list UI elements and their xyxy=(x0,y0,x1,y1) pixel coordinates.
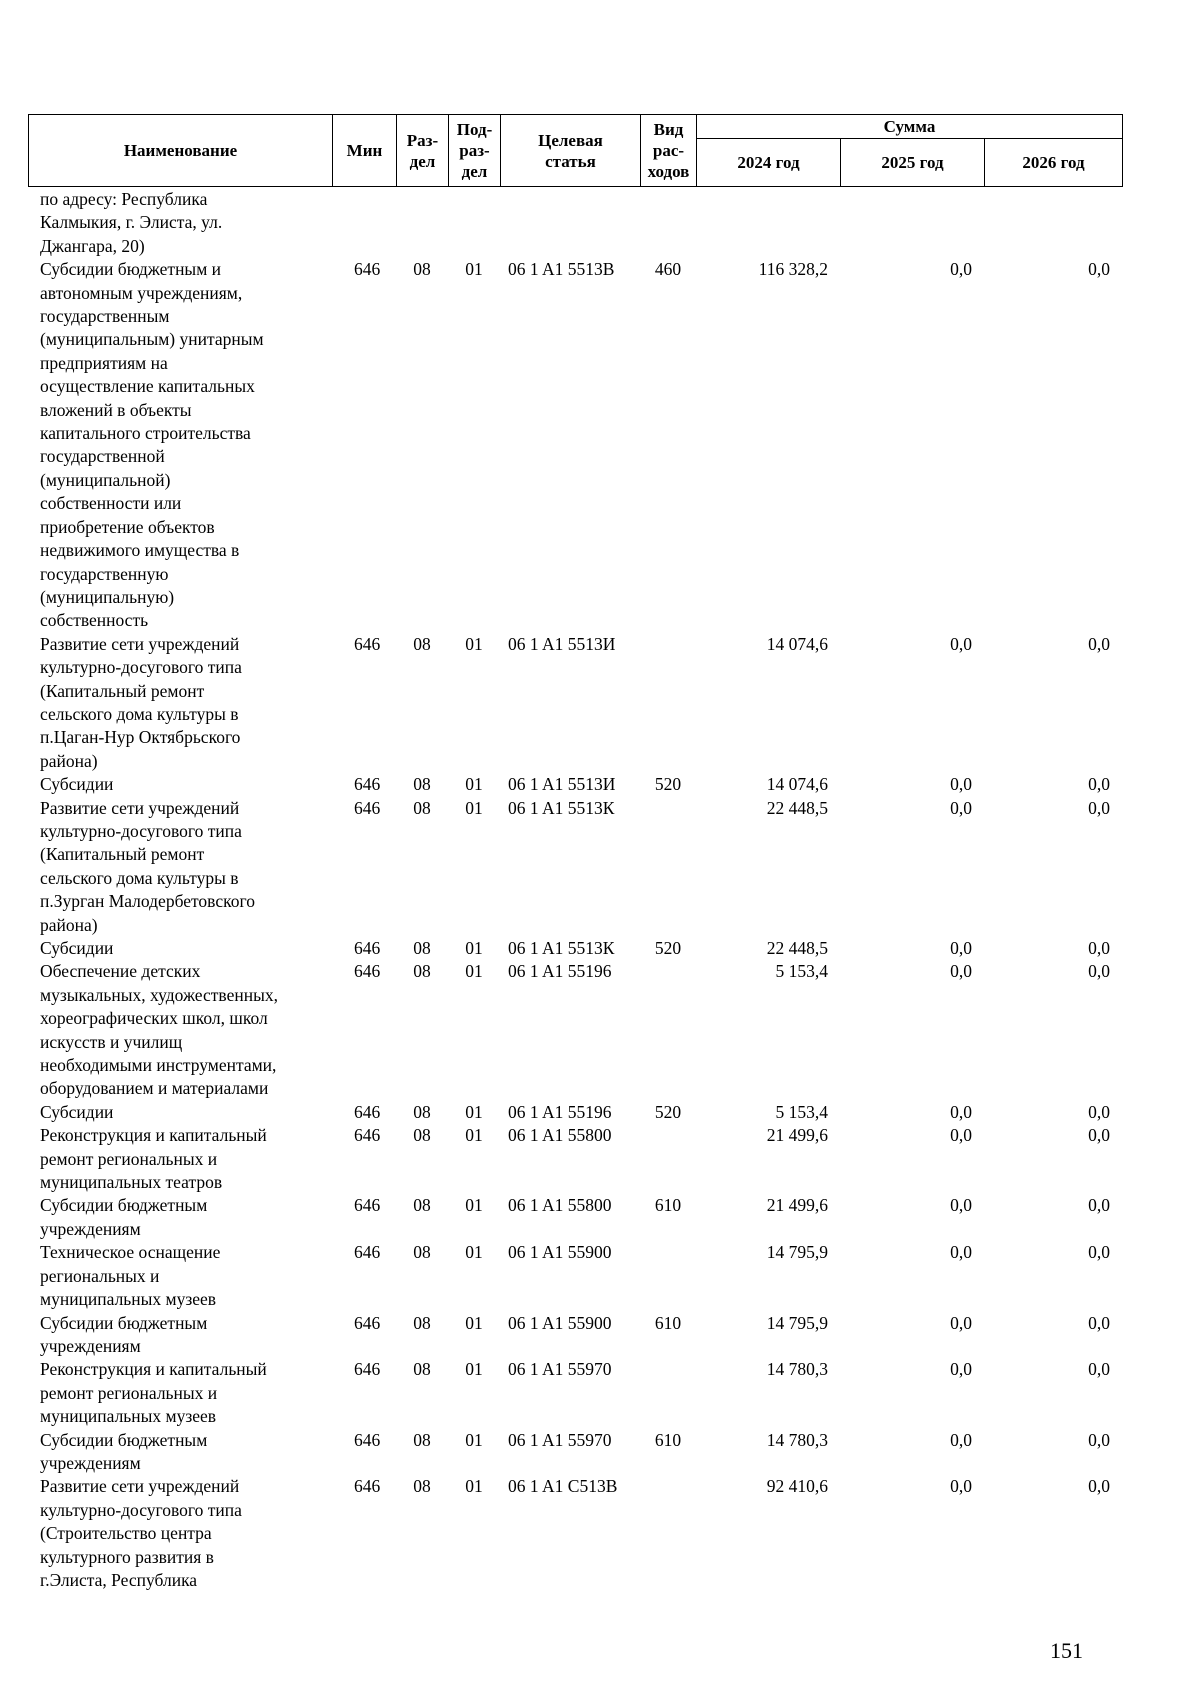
row-razdel xyxy=(396,188,448,258)
table-row xyxy=(28,773,1122,796)
row-name: по адресу: Республика Калмыкия, г. Элиста, ул. Джангара, 20) xyxy=(40,189,223,256)
row-sum-2025: 0,0 xyxy=(950,1125,972,1146)
row-podrazdel: 01 xyxy=(465,1359,483,1380)
row-min: 646 xyxy=(354,633,381,654)
row-celevaya: 06 1 A1 5513B xyxy=(508,259,615,280)
row-sum-2025: 0,0 xyxy=(950,1195,972,1216)
row-min: 646 xyxy=(354,1359,381,1380)
row-celevaya: 06 1 A1 55196 xyxy=(508,961,612,982)
row-sum-2026 xyxy=(984,188,1122,258)
row-vid: 520 xyxy=(654,938,682,958)
row-sum-2024: 14 074,6 xyxy=(766,633,828,654)
table-row xyxy=(28,1101,1122,1124)
row-celevaya: 06 1 A1 5513И xyxy=(508,774,616,795)
row-sum-2024: 21 499,6 xyxy=(766,1195,828,1216)
row-sum-2025: 0,0 xyxy=(950,633,972,654)
header-2025: 2025 год xyxy=(841,139,985,187)
row-sum-2026: 0,0 xyxy=(1088,1195,1110,1216)
row-sum-2024: 14 795,9 xyxy=(766,1312,828,1333)
header-2026: 2026 год xyxy=(985,139,1123,187)
row-celevaya: 06 1 A1 55900 xyxy=(508,1312,612,1333)
row-name: Субсидии бюджетным учреждениям xyxy=(40,1312,208,1356)
row-razdel: 08 xyxy=(413,1359,431,1380)
table-row xyxy=(28,960,1122,1100)
row-celevaya: 06 1 A1 5513И xyxy=(508,633,616,654)
table-row xyxy=(28,1312,1122,1359)
row-razdel: 08 xyxy=(413,938,431,958)
row-vid: 460 xyxy=(654,259,682,280)
row-min: 646 xyxy=(354,774,381,795)
row-sum-2024: 14 795,9 xyxy=(766,1242,828,1263)
row-min: 646 xyxy=(354,938,381,958)
row-vid: 610 xyxy=(654,1312,682,1333)
row-vid xyxy=(640,1475,696,1592)
row-podrazdel: 01 xyxy=(465,1101,483,1122)
row-name: Развитие сети учреждений культурно-досугового типа (Капитальный ремонт сельского дома культуры в п.Зурган Малодербетовского района) xyxy=(40,797,255,935)
row-razdel: 08 xyxy=(413,1195,431,1216)
row-sum-2026: 0,0 xyxy=(1088,1476,1110,1497)
row-min: 646 xyxy=(354,797,381,818)
row-razdel: 08 xyxy=(413,774,431,795)
row-sum-2025: 0,0 xyxy=(950,1359,972,1380)
row-name: Субсидии xyxy=(40,1101,114,1122)
row-sum-2024 xyxy=(696,188,840,258)
row-min: 646 xyxy=(354,1101,381,1122)
table-row xyxy=(28,188,1122,258)
table-row xyxy=(28,633,1122,773)
row-podrazdel xyxy=(448,188,500,258)
table-row xyxy=(28,1358,1122,1428)
row-celevaya xyxy=(500,188,640,258)
header-summa: Сумма xyxy=(697,115,1123,139)
row-sum-2024: 22 448,5 xyxy=(766,938,828,958)
row-name: Субсидии xyxy=(40,938,114,958)
row-celevaya: 06 1 A1 55900 xyxy=(508,1242,612,1263)
row-celevaya: 06 1 A1 5513К xyxy=(508,797,615,818)
row-razdel: 08 xyxy=(413,961,431,982)
row-celevaya: 06 1 A1 55800 xyxy=(508,1125,612,1146)
row-sum-2025: 0,0 xyxy=(950,1242,972,1263)
row-podrazdel: 01 xyxy=(465,1125,483,1146)
row-name: Реконструкция и капитальный ремонт региональных и муниципальных музеев xyxy=(40,1359,267,1427)
row-podrazdel: 01 xyxy=(465,1242,483,1263)
row-celevaya: 06 1 A1 55970 xyxy=(508,1359,612,1380)
row-vid xyxy=(640,797,696,937)
row-vid: 610 xyxy=(654,1429,682,1450)
row-name: Развитие сети учреждений культурно-досугового типа (Строительство центра культурного развития в г.Элиста, Республика xyxy=(40,1476,242,1590)
row-celevaya: 06 1 A1 5513К xyxy=(508,938,615,958)
row-min: 646 xyxy=(354,1429,381,1450)
row-min: 646 xyxy=(354,961,381,982)
table-header xyxy=(28,114,1123,187)
header-podrazdel: Под- раз- дел xyxy=(449,115,501,187)
table-row xyxy=(28,258,1122,633)
row-name: Субсидии бюджетным и автономным учреждениям, государственным (муниципальным) унитарным предприятиям на осуществление капитальных вложений в объекты капитального строительства государственной (муниципальной) собственности или приобретение объектов недвижимого имущества в государственную (муниципальную) собственность xyxy=(40,259,264,631)
row-sum-2025: 0,0 xyxy=(950,1101,972,1122)
row-vid xyxy=(640,1358,696,1428)
row-sum-2026: 0,0 xyxy=(1088,797,1110,818)
row-razdel: 08 xyxy=(413,633,431,654)
row-name: Развитие сети учреждений культурно-досугового типа (Капитальный ремонт сельского дома культуры в п.Цаган-Нур Октябрьского района) xyxy=(40,633,242,771)
row-podrazdel: 01 xyxy=(465,1429,483,1450)
row-razdel: 08 xyxy=(413,1429,431,1450)
table-row xyxy=(28,797,1122,937)
row-podrazdel: 01 xyxy=(465,797,483,818)
row-vid: 520 xyxy=(654,774,682,795)
row-razdel: 08 xyxy=(413,1476,431,1497)
table-row xyxy=(28,1241,1122,1311)
row-vid: 610 xyxy=(654,1195,682,1216)
row-sum-2025: 0,0 xyxy=(950,1312,972,1333)
row-sum-2025: 0,0 xyxy=(950,259,972,280)
row-sum-2026: 0,0 xyxy=(1088,1359,1110,1380)
table-row xyxy=(28,1429,1122,1476)
row-podrazdel: 01 xyxy=(465,259,483,280)
row-min: 646 xyxy=(354,1312,381,1333)
row-min: 646 xyxy=(354,1476,381,1497)
row-min: 646 xyxy=(354,1195,381,1216)
row-sum-2024: 92 410,6 xyxy=(766,1476,828,1497)
row-sum-2026: 0,0 xyxy=(1088,774,1110,795)
row-razdel: 08 xyxy=(413,259,431,280)
row-vid xyxy=(640,188,696,258)
row-sum-2024: 116 328,2 xyxy=(758,259,828,280)
row-vid xyxy=(640,1124,696,1194)
row-sum-2024: 14 780,3 xyxy=(766,1359,828,1380)
row-sum-2025: 0,0 xyxy=(950,1476,972,1497)
page-number: 151 xyxy=(1050,1638,1083,1663)
table-row xyxy=(28,1475,1122,1592)
row-sum-2026: 0,0 xyxy=(1088,961,1110,982)
row-sum-2026: 0,0 xyxy=(1088,1125,1110,1146)
row-celevaya: 06 1 A1 C513B xyxy=(508,1476,618,1497)
row-sum-2024: 21 499,6 xyxy=(766,1125,828,1146)
row-celevaya: 06 1 A1 55970 xyxy=(508,1429,612,1450)
row-min: 646 xyxy=(354,1242,381,1263)
row-razdel: 08 xyxy=(413,1242,431,1263)
table-row xyxy=(28,1194,1122,1241)
header-2024: 2024 год xyxy=(697,139,841,187)
row-vid: 520 xyxy=(654,1101,682,1122)
row-celevaya: 06 1 A1 55800 xyxy=(508,1195,612,1216)
row-name: Реконструкция и капитальный ремонт региональных и муниципальных театров xyxy=(40,1125,267,1193)
row-sum-2024: 5 153,4 xyxy=(775,961,828,982)
header-min: Мин xyxy=(333,115,397,187)
row-sum-2026: 0,0 xyxy=(1088,1101,1110,1122)
row-min xyxy=(332,188,396,258)
row-podrazdel: 01 xyxy=(465,1195,483,1216)
row-podrazdel: 01 xyxy=(465,1476,483,1497)
table-row xyxy=(28,937,1122,960)
row-sum-2026: 0,0 xyxy=(1088,633,1110,654)
row-name: Техническое оснащение региональных и муниципальных музеев xyxy=(40,1242,221,1310)
row-sum-2025: 0,0 xyxy=(950,961,972,982)
header-celevaya: Целевая статья xyxy=(501,115,641,187)
row-sum-2024: 14 074,6 xyxy=(766,774,828,795)
header-name: Наименование xyxy=(29,115,333,187)
row-vid xyxy=(640,1241,696,1311)
row-sum-2024: 22 448,5 xyxy=(766,797,828,818)
row-min: 646 xyxy=(354,259,381,280)
row-name: Субсидии xyxy=(40,774,114,795)
row-sum-2025: 0,0 xyxy=(950,797,972,818)
row-razdel: 08 xyxy=(413,1125,431,1146)
row-sum-2025: 0,0 xyxy=(950,774,972,795)
row-podrazdel: 01 xyxy=(465,774,483,795)
row-sum-2026: 0,0 xyxy=(1088,1242,1110,1263)
table-body xyxy=(28,188,1122,1592)
table-row xyxy=(28,1124,1122,1194)
row-name: Субсидии бюджетным учреждениям xyxy=(40,1195,208,1239)
row-razdel: 08 xyxy=(413,797,431,818)
row-sum-2026: 0,0 xyxy=(1088,938,1110,958)
row-sum-2025: 0,0 xyxy=(950,938,972,958)
row-razdel: 08 xyxy=(413,1312,431,1333)
row-vid xyxy=(640,960,696,1100)
row-podrazdel: 01 xyxy=(465,1312,483,1333)
row-podrazdel: 01 xyxy=(465,633,483,654)
row-sum-2026: 0,0 xyxy=(1088,1312,1110,1333)
row-podrazdel: 01 xyxy=(465,961,483,982)
row-vid xyxy=(640,633,696,773)
row-min: 646 xyxy=(354,1125,381,1146)
row-sum-2025: 0,0 xyxy=(950,1429,972,1450)
row-celevaya: 06 1 A1 55196 xyxy=(508,1101,612,1122)
header-razdel: Раз- дел xyxy=(397,115,449,187)
row-sum-2024: 5 153,4 xyxy=(775,1101,828,1122)
row-sum-2025 xyxy=(840,188,984,258)
row-sum-2026: 0,0 xyxy=(1088,1429,1110,1450)
row-sum-2024: 14 780,3 xyxy=(766,1429,828,1450)
header-vid: Вид рас- ходов xyxy=(641,115,697,187)
row-razdel: 08 xyxy=(413,1101,431,1122)
row-name: Обеспечение детских музыкальных, художественных, хореографических школ, школ искусств и училищ необходимыми инструментами, оборудованием и материалами xyxy=(40,961,278,1099)
row-podrazdel: 01 xyxy=(465,938,483,958)
row-name: Субсидии бюджетным учреждениям xyxy=(40,1429,208,1473)
row-sum-2026: 0,0 xyxy=(1088,259,1110,280)
